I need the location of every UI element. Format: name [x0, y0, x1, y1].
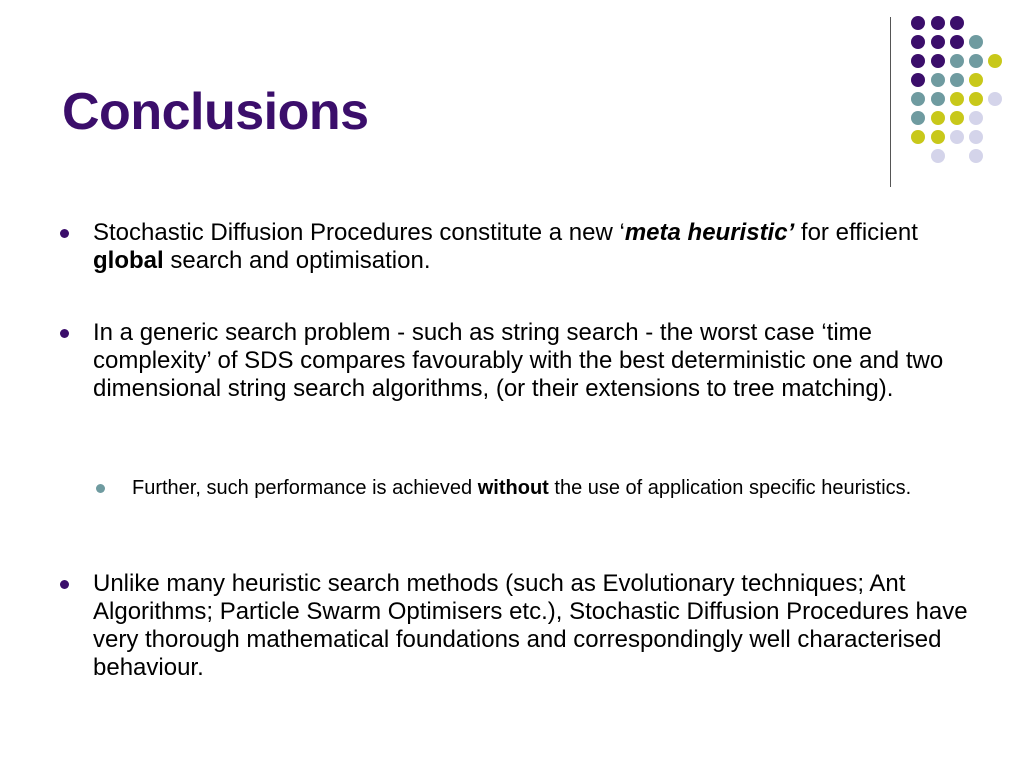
- bullet-item: [93, 319, 993, 403]
- bold-text: global: [93, 247, 164, 274]
- emphasis-text: meta heuristic’: [624, 219, 795, 246]
- bullet-text: search and optimisation.: [163, 247, 431, 274]
- bullet-item: [93, 570, 993, 682]
- bullet-text: Unlike many heuristic search methods (such as Evolutionary techniques; Ant Algorithms; Particle Swarm Optimisers etc.), Stochastic Diffusion Procedures have very thorough mathematical foundations and correspondingly well characterised behaviour.: [93, 570, 968, 681]
- bullet-text: for efficient: [794, 219, 918, 246]
- bullet-text: the use of application specific heuristics.: [548, 477, 912, 499]
- bullet-text: Stochastic Diffusion Procedures constitute a new ‘: [93, 219, 625, 246]
- bullet-item: [93, 219, 993, 275]
- slide-title: Conclusions: [62, 83, 369, 141]
- bullet-text: Further, such performance is achieved: [132, 477, 478, 499]
- bullet-text: In a generic search problem - such as string search - the worst case ‘time complexity’ of SDS compares favourably with the best deterministic one and two dimensional string search algorithms, (or their extensions to tree matching).: [93, 319, 944, 402]
- bullet-marker: [60, 580, 69, 589]
- sub-bullet-item: [132, 476, 982, 501]
- bullet-marker: [60, 329, 69, 338]
- bold-text: without: [477, 477, 549, 499]
- sub-bullet-marker: [96, 484, 105, 493]
- bullet-marker: [60, 229, 69, 238]
